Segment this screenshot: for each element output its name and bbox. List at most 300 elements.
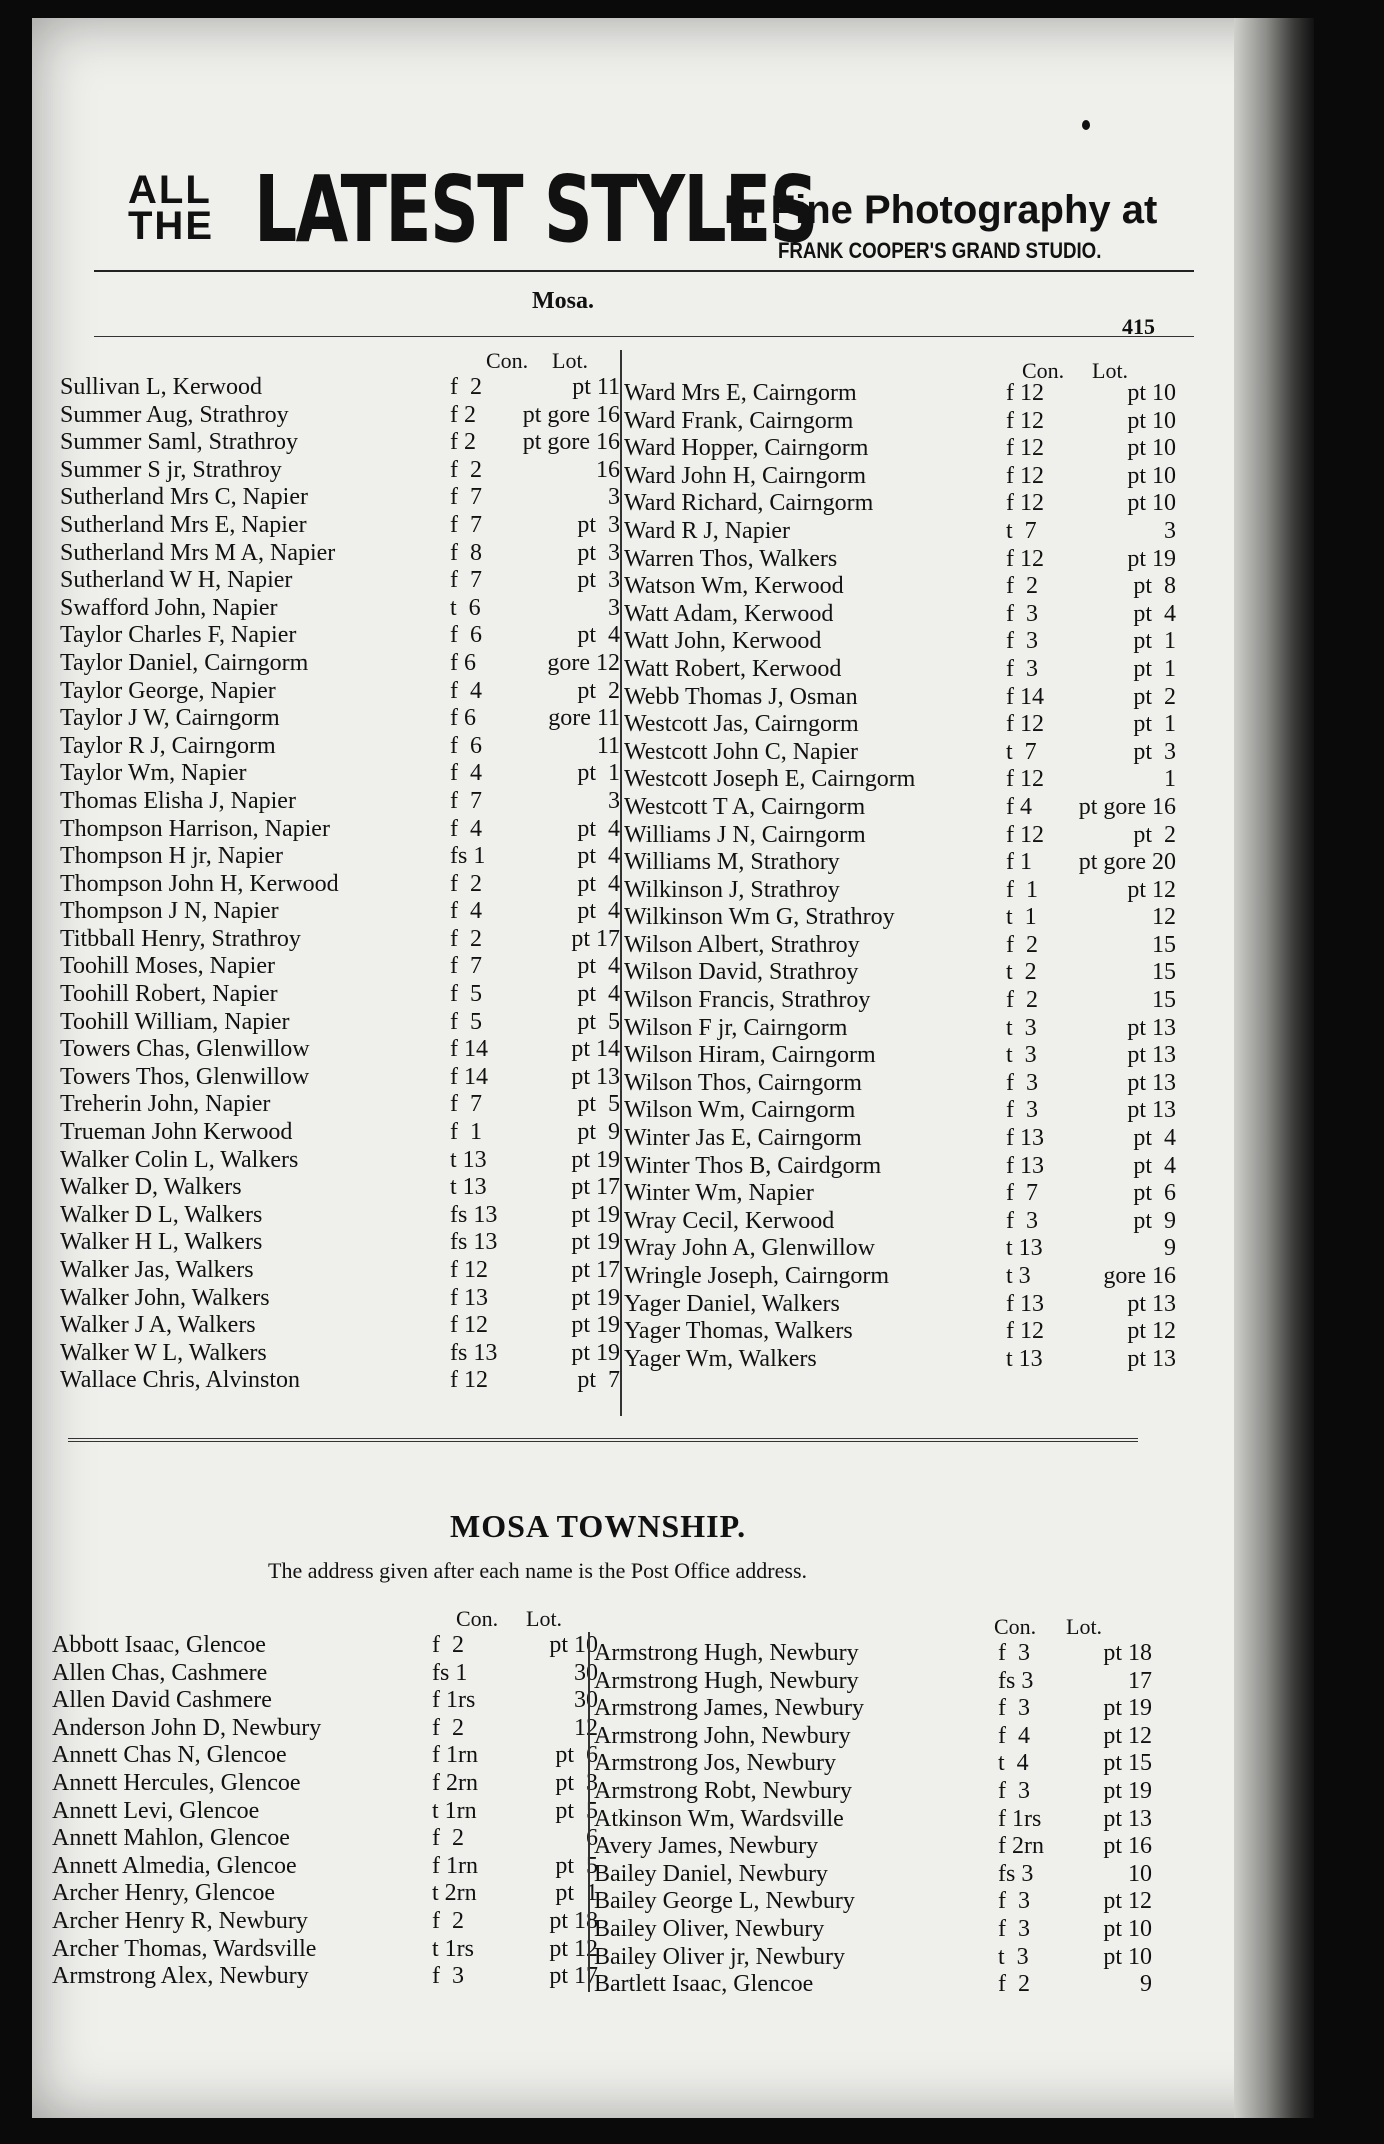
concession: t 2rn [432,1880,477,1907]
lot: pt 10 [1127,407,1176,434]
list-item [624,518,1180,546]
concession: f 12 [1006,821,1044,848]
list-item [60,622,620,650]
concession: f 3 [1006,655,1038,682]
list-item [60,650,620,678]
concession: t 6 [450,594,481,621]
concession: f 2 [998,1971,1030,1998]
list-item [60,512,620,540]
resident-name: Thompson H jr, Napier [60,843,283,870]
list-item [52,1963,602,1991]
lot: pt gore 20 [1078,849,1176,876]
list-item [52,1660,602,1688]
concession: f 7 [450,511,482,538]
lot: 30 [574,1687,598,1714]
resident-name: Sutherland Mrs E, Napier [60,511,307,538]
lot: pt 7 [577,1367,620,1394]
list-item [594,1833,1154,1861]
resident-name: Titbball Henry, Strathroy [60,925,301,952]
resident-name: Watson Wm, Kerwood [624,573,844,600]
list-item [60,1312,620,1340]
list-item [60,1119,620,1147]
list-item [624,490,1180,518]
concession: fs 1 [450,843,486,870]
resident-name: Wilkinson J, Strathroy [624,876,840,903]
concession: f 12 [1006,462,1044,489]
concession: f 7 [450,484,482,511]
resident-name: Archer Thomas, Wardsville [52,1935,317,1962]
resident-name: Williams M, Strathory [624,849,840,876]
list-item [624,987,1180,1015]
list-item [624,1346,1180,1374]
lot: pt 10 [1127,490,1176,517]
resident-name: Toohill Moses, Napier [60,953,275,980]
lot: pt 12 [1127,1318,1176,1345]
column-divider [620,350,622,1416]
resident-name: Summer S jr, Strathroy [60,456,282,483]
lot: pt 19 [1103,1695,1152,1722]
lot: pt 12 [1127,876,1176,903]
lot: gore 11 [548,705,620,732]
resident-name: Winter Wm, Napier [624,1180,814,1207]
lot: pt 10 [1127,380,1176,406]
resident-name: Taylor Charles F, Napier [60,622,297,649]
concession: f 3 [1006,1207,1038,1234]
resident-name: Anderson John D, Newbury [52,1714,322,1741]
lot: 9 [1164,1235,1176,1262]
concession: f 12 [450,1312,488,1339]
section-title: Mosa. [532,288,594,314]
concession: f 3 [1006,600,1038,627]
list-item [52,1742,602,1770]
concession: f 3 [998,1777,1030,1804]
list-item [52,1853,602,1881]
list-item [594,1695,1154,1723]
lot: pt 13 [1127,1069,1176,1096]
advertisement-banner [94,148,1184,268]
header-rule [94,336,1194,337]
resident-name: Yager Thomas, Walkers [624,1318,853,1345]
resident-name: Annett Chas N, Glencoe [52,1742,287,1769]
directory-page [32,18,1314,2118]
col-header-lot: Lot. [526,1606,563,1631]
list-item [594,1888,1154,1916]
resident-name: Thompson Harrison, Napier [60,815,330,842]
lot: gore 16 [1103,1263,1176,1289]
resident-name: Ward Richard, Cairngorm [624,490,874,517]
list-item [60,402,620,430]
list-item [60,1202,620,1230]
list-item [52,1825,602,1853]
concession: f 2 [1006,987,1038,1014]
resident-name: Wilson Hiram, Cairngorm [624,1042,876,1069]
list-item [624,1208,1180,1236]
concession: f 13 [1006,1290,1044,1317]
lot: pt 19 [571,1146,620,1173]
resident-name: Annett Mahlon, Glencoe [52,1825,290,1852]
section-double-rule [68,1438,1138,1442]
resident-name: Armstrong Hugh, Newbury [594,1667,859,1694]
concession: f 13 [1006,1125,1044,1152]
lot: pt 17 [571,1174,620,1201]
list-item [624,628,1180,656]
concession: f 12 [1006,380,1044,406]
resident-name: Taylor R J, Cairngorm [60,732,276,759]
concession: f 12 [450,1367,488,1394]
concession: f 2 [450,870,482,897]
lot: pt 13 [1103,1805,1152,1832]
lot: pt 10 [1103,1915,1152,1942]
col-header-con: Con. [486,348,529,373]
resident-name: Summer Aug, Strathroy [60,401,289,428]
lot: pt 17 [571,925,620,952]
lot: pt 3 [555,1769,598,1796]
concession: f 7 [450,953,482,980]
concession: f 2 [450,401,476,428]
list-item [52,1798,602,1826]
list-item [624,1015,1180,1043]
lot: pt 19 [571,1229,620,1256]
page-number: 415 [1122,314,1155,339]
concession: t 3 [1006,1014,1037,1041]
lot: pt 4 [577,843,620,870]
list-item [60,871,620,899]
lot: pt 18 [549,1907,598,1934]
list-item [594,1750,1154,1778]
lot: pt gore 16 [1078,793,1176,820]
lot: 15 [1152,987,1176,1014]
concession: f 2rn [998,1833,1044,1860]
resident-name: Winter Thos B, Cairdgorm [624,1152,882,1179]
resident-name: Westcott Joseph E, Cairngorm [624,766,916,793]
lot: pt 4 [1133,600,1176,627]
resident-name: Trueman John Kerwood [60,1119,293,1146]
concession: f 6 [450,622,482,649]
lot: pt 3 [1133,738,1176,765]
lot: pt 1 [1133,711,1176,738]
concession: f 1rn [432,1852,478,1879]
list-item [594,1971,1154,1999]
list-item [624,1318,1180,1346]
list-item [624,546,1180,574]
resident-name: Sutherland Mrs C, Napier [60,484,308,511]
lot: pt 4 [1133,1152,1176,1179]
list-item [52,1687,602,1715]
list-item [624,739,1180,767]
list-item [624,463,1180,491]
ad-rule [94,270,1194,272]
col-header-lot: Lot. [552,348,589,373]
resident-name: Toohill Robert, Napier [60,981,278,1008]
list-item [594,1778,1154,1806]
concession: f 4 [1006,793,1032,820]
lot: 3 [608,594,620,621]
concession: f 2 [450,456,482,483]
resident-name: Annett Hercules, Glencoe [52,1769,301,1796]
concession: fs 3 [998,1860,1034,1887]
lot: pt 3 [577,511,620,538]
list-item [60,816,620,844]
concession: f 1 [1006,876,1038,903]
resident-name: Thompson J N, Napier [60,898,279,925]
list-item [60,484,620,512]
lot: pt 9 [577,1119,620,1146]
lot: pt 13 [1127,1014,1176,1041]
resident-name: Yager Daniel, Walkers [624,1290,840,1317]
lot: 3 [1164,517,1176,544]
list-item [60,429,620,457]
lot: pt 4 [577,898,620,925]
concession: f 13 [450,1284,488,1311]
list-item [624,1042,1180,1070]
lot: pt 10 [1103,1943,1152,1970]
concession: f 1rs [998,1805,1042,1832]
lot: pt 4 [1133,1125,1176,1152]
resident-name: Wilson Francis, Strathroy [624,987,871,1014]
resident-name: Wallace Chris, Alvinston [60,1367,301,1394]
concession: t 13 [450,1146,487,1173]
concession: t 7 [1006,738,1037,765]
resident-name: Sutherland W H, Napier [60,567,293,594]
listing-column-top-left [60,374,620,1395]
list-item [60,953,620,981]
lot: pt 4 [577,953,620,980]
list-item [60,898,620,926]
concession: t 2 [1006,959,1037,986]
lot: pt 5 [555,1852,598,1879]
resident-name: Wray Cecil, Kerwood [624,1207,835,1234]
concession: f 4 [450,898,482,925]
lot: 9 [1140,1971,1152,1998]
col-header-lot: Lot. [1092,358,1129,383]
concession: t 7 [1006,517,1037,544]
concession: f 6 [450,732,482,759]
list-item [60,595,620,623]
list-item [60,678,620,706]
lot: 6 [586,1825,598,1852]
list-item [60,1147,620,1175]
township-note: The address given after each name is the Post Office address. [268,1558,808,1583]
list-item [624,849,1180,877]
list-item [624,408,1180,436]
listing-column-bottom-right [594,1640,1154,1999]
lot: pt 2 [1133,683,1176,710]
list-item [624,1070,1180,1098]
lot: pt 10 [549,1632,598,1658]
resident-name: Wilson Thos, Cairngorm [624,1069,862,1096]
concession: f 12 [1006,490,1044,517]
concession: f 2 [450,429,476,456]
lot: pt 17 [549,1963,598,1990]
resident-name: Westcott Jas, Cairngorm [624,711,859,738]
resident-name: Avery James, Newbury [594,1833,819,1860]
list-item [52,1715,602,1743]
resident-name: Taylor J W, Cairngorm [60,705,280,732]
resident-name: Watt Adam, Kerwood [624,600,834,627]
lot: pt 16 [1103,1833,1152,1860]
lot: pt 6 [1133,1180,1176,1207]
concession: t 3 [1006,1042,1037,1069]
lot: pt 14 [571,1036,620,1063]
lot: gore 12 [547,649,620,676]
concession: fs 13 [450,1339,498,1366]
list-item [624,794,1180,822]
list-item [594,1668,1154,1696]
list-item [624,1235,1180,1263]
lot: pt 12 [1103,1722,1152,1749]
lot: pt 1 [577,760,620,787]
resident-name: Armstrong John, Newbury [594,1722,851,1749]
resident-name: Ward Hopper, Cairngorm [624,435,869,462]
concession: fs 1 [432,1659,468,1686]
concession: f 4 [450,677,482,704]
resident-name: Taylor George, Napier [60,677,276,704]
concession: f 2 [432,1825,464,1852]
lot: pt 2 [1133,821,1176,848]
list-item [60,1064,620,1092]
concession: f 14 [450,1036,488,1063]
resident-name: Towers Thos, Glenwillow [60,1063,310,1090]
list-item [60,1257,620,1285]
resident-name: Armstrong Jos, Newbury [594,1750,836,1777]
list-item [624,904,1180,932]
concession: f 3 [1006,1097,1038,1124]
list-item [60,1229,620,1257]
lot: pt 10 [1127,462,1176,489]
list-item [624,711,1180,739]
concession: t 1rn [432,1797,477,1824]
resident-name: Armstrong Robt, Newbury [594,1777,852,1804]
resident-name: Bailey George L, Newbury [594,1888,855,1915]
list-item [52,1880,602,1908]
lot: 15 [1152,931,1176,958]
lot: pt 8 [1133,573,1176,600]
list-item [60,1367,620,1395]
resident-name: Atkinson Wm, Wardsville [594,1805,844,1832]
list-item [594,1944,1154,1972]
resident-name: Wilson Albert, Strathroy [624,931,860,958]
concession: f 3 [1006,628,1038,655]
lot: pt 19 [1127,545,1176,572]
resident-name: Taylor Daniel, Cairngorm [60,649,309,676]
resident-name: Walker Colin L, Walkers [60,1146,299,1173]
resident-name: Wilson Wm, Cairngorm [624,1097,856,1124]
ad-in-fine-photography: In Fine Photography at [724,188,1158,232]
lot: 10 [1128,1860,1152,1887]
concession: f 13 [1006,1152,1044,1179]
ad-latest-styles: LATEST STYLES [254,156,817,263]
list-item [594,1723,1154,1751]
concession: f 5 [450,981,482,1008]
concession: t 13 [1006,1345,1043,1372]
list-item [60,567,620,595]
resident-name: Thomas Elisha J, Napier [60,787,296,814]
list-item [60,457,620,485]
list-item [624,932,1180,960]
resident-name: Bailey Oliver, Newbury [594,1915,825,1942]
resident-name: Archer Henry, Glencoe [52,1880,275,1907]
lot: pt 1 [555,1880,598,1907]
list-item [624,601,1180,629]
list-item [624,435,1180,463]
resident-name: Thompson John H, Kerwood [60,870,339,897]
resident-name: Walker John, Walkers [60,1284,270,1311]
list-item [624,656,1180,684]
resident-name: Ward Mrs E, Cairngorm [624,380,857,406]
concession: f 2 [432,1714,464,1741]
resident-name: Walker W L, Walkers [60,1339,267,1366]
lot: pt 17 [571,1257,620,1283]
col-header-con: Con. [456,1606,499,1631]
concession: f 4 [998,1722,1030,1749]
lot: pt 19 [1103,1777,1152,1804]
list-item [624,1291,1180,1319]
resident-name: Yager Wm, Walkers [624,1345,817,1372]
list-item [60,1091,620,1119]
concession: f 7 [450,787,482,814]
lot: pt gore 16 [522,429,620,456]
list-item [52,1770,602,1798]
lot: 30 [574,1659,598,1686]
resident-name: Ward John H, Cairngorm [624,462,867,489]
list-item [60,1174,620,1202]
lot: pt 4 [577,870,620,897]
list-item [624,877,1180,905]
list-item [594,1640,1154,1668]
list-item [60,540,620,568]
resident-name: Swafford John, Napier [60,594,278,621]
lot: pt 12 [549,1935,598,1962]
resident-name: Treherin John, Napier [60,1091,271,1118]
concession: f 1 [1006,849,1032,876]
list-item [60,733,620,761]
concession: f 2rn [432,1769,478,1796]
lot: pt 15 [1103,1750,1152,1777]
lot: pt 10 [1127,435,1176,462]
concession: t 3 [1006,1263,1031,1289]
resident-name: Williams J N, Cairngorm [624,821,866,848]
lot: 16 [596,456,620,483]
list-item [624,822,1180,850]
concession: fs 13 [450,1229,498,1256]
lot: pt 3 [577,567,620,594]
list-item [60,1285,620,1313]
concession: f 8 [450,539,482,566]
concession: f 12 [1006,711,1044,738]
list-item [624,959,1180,987]
resident-name: Wringle Joseph, Cairngorm [624,1263,889,1289]
resident-name: Wilson F jr, Cairngorm [624,1014,848,1041]
concession: t 13 [450,1174,487,1201]
resident-name: Warren Thos, Walkers [624,545,838,572]
lot: 3 [608,787,620,814]
list-item [624,1263,1180,1291]
concession: t 13 [1006,1235,1043,1262]
resident-name: Wilson David, Strathroy [624,959,859,986]
ink-mark [1082,120,1090,130]
lot: pt 13 [1127,1345,1176,1372]
ad-all-the: ALL THE [128,168,214,248]
lot: pt 19 [571,1339,620,1366]
list-item [60,705,620,733]
concession: f 4 [450,760,482,787]
concession: t 1rs [432,1935,474,1962]
lot: pt 2 [577,677,620,704]
lot: pt 19 [571,1201,620,1228]
lot: 3 [608,484,620,511]
concession: t 1 [1006,904,1037,931]
concession: f 7 [450,567,482,594]
